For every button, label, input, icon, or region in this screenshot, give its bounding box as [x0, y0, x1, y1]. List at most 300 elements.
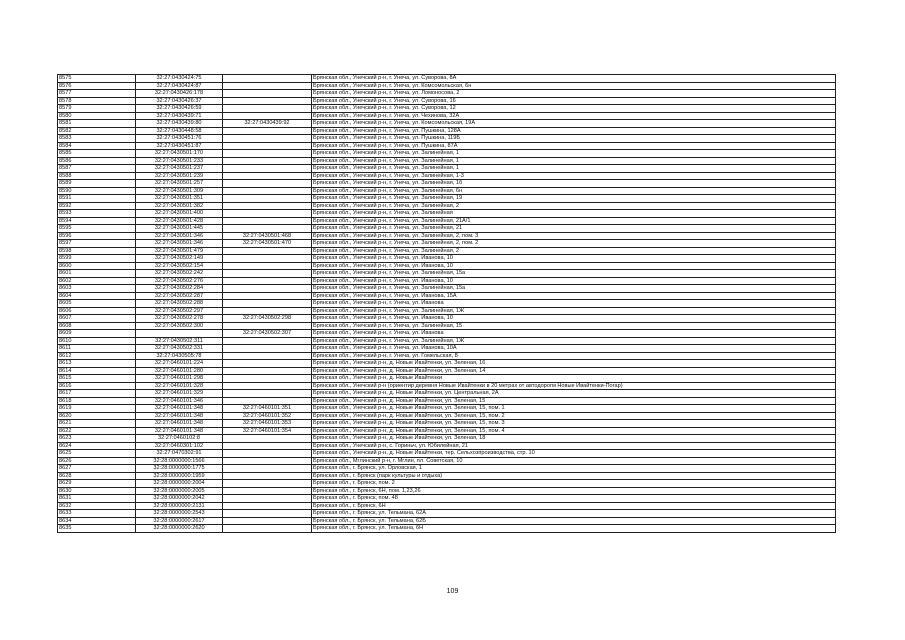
- linked-cadastral-number-cell: [223, 390, 312, 398]
- address-cell: Брянская обл., Унечский р-н, г. Унеча, ул. Иванова, 10: [312, 277, 836, 285]
- table-row: [58, 105, 836, 113]
- row-number-cell: 8616: [58, 382, 136, 390]
- address-cell: Брянская обл., г. Брянск, ул. Орловская, 1: [312, 465, 836, 473]
- cadastral-number-cell: 32:27:0430426:59: [136, 105, 223, 113]
- address-cell: Брянская обл., Унечский р-н, г. Унеча, ул. Комсомольская, 6н: [312, 82, 836, 90]
- linked-cadastral-number-cell: [223, 285, 312, 293]
- cadastral-number-cell: 32:28:0000000:2042: [136, 495, 223, 503]
- table-row: [58, 195, 836, 203]
- cadastral-number-cell: 32:27:0430502:242: [136, 270, 223, 278]
- row-number-cell: 8599: [58, 255, 136, 263]
- address-cell: Брянская обл., Унечский р-н, с. Гориньч, ул. Юбилейная, 21: [312, 442, 836, 450]
- cadastral-number-cell: 32:27:0430448:58: [136, 127, 223, 135]
- address-cell: Брянская обл., Унечский р-н, д. Новые Ивайтенки, ул. Центральная, 2А: [312, 390, 836, 398]
- linked-cadastral-number-cell: [223, 300, 312, 308]
- table-row: [58, 427, 836, 435]
- row-number-cell: 8618: [58, 397, 136, 405]
- row-number-cell: 8615: [58, 375, 136, 383]
- cadastral-number-cell: 32:27:0430502:331: [136, 345, 223, 353]
- table-row: [58, 172, 836, 180]
- table-row: [58, 187, 836, 195]
- linked-cadastral-number-cell: [223, 337, 312, 345]
- table-row: [58, 210, 836, 218]
- linked-cadastral-number-cell: [223, 375, 312, 383]
- address-cell: Брянская обл., Унечский р-н, г. Унеча, ул. Залинейная, 19: [312, 195, 836, 203]
- table-row: [58, 397, 836, 405]
- row-number-cell: 8625: [58, 450, 136, 458]
- linked-cadastral-number-cell: [223, 435, 312, 443]
- cadastral-number-cell: 32:27:0430502:276: [136, 277, 223, 285]
- row-number-cell: 8635: [58, 525, 136, 533]
- row-number-cell: 8577: [58, 90, 136, 98]
- linked-cadastral-number-cell: 32:27:0430501:468: [223, 232, 312, 240]
- row-number-cell: 8592: [58, 202, 136, 210]
- linked-cadastral-number-cell: [223, 247, 312, 255]
- table-row: [58, 247, 836, 255]
- table-row: [58, 382, 836, 390]
- address-cell: Брянская обл., Унечский р-н, г. Унеча, ул. Залинейная, 1: [312, 157, 836, 165]
- address-cell: Брянская обл., Унечский р-н, г. Унеча, ул. Пушкина, 119Б: [312, 135, 836, 143]
- table-row: [58, 322, 836, 330]
- table-row: [58, 307, 836, 315]
- cadastral-number-cell: 32:27:0430501:428: [136, 217, 223, 225]
- row-number-cell: 8622: [58, 427, 136, 435]
- table-row: [58, 270, 836, 278]
- cadastral-number-cell: 32:27:0460101:224: [136, 360, 223, 368]
- table-row: [58, 135, 836, 143]
- table-row: [58, 262, 836, 270]
- cadastral-number-cell: 32:27:0430502:149: [136, 255, 223, 263]
- address-cell: Брянская обл., Унечский р-н, г. Унеча, ул. Иванова: [312, 330, 836, 338]
- table-row: [58, 487, 836, 495]
- linked-cadastral-number-cell: [223, 142, 312, 150]
- cadastral-number-cell: 32:27:0460101:280: [136, 367, 223, 375]
- table-row: [58, 97, 836, 105]
- row-number-cell: 8633: [58, 510, 136, 518]
- table-row: [58, 375, 836, 383]
- cadastral-number-cell: 32:28:0000000:2543: [136, 510, 223, 518]
- linked-cadastral-number-cell: [223, 105, 312, 113]
- address-cell: Брянская обл., Унечский р-н, д. Новые Ивайтенки, ул. Зеленая, 15: [312, 397, 836, 405]
- row-number-cell: 8611: [58, 345, 136, 353]
- table-row: [58, 285, 836, 293]
- row-number-cell: 8594: [58, 217, 136, 225]
- table-row: [58, 150, 836, 158]
- row-number-cell: 8629: [58, 480, 136, 488]
- table-row: [58, 420, 836, 428]
- registry-table-body: [58, 75, 836, 533]
- cadastral-number-cell: 32:27:0430502:297: [136, 307, 223, 315]
- address-cell: Брянская обл., Унечский р-н, г. Унеча, ул. Пушкина, 87А: [312, 142, 836, 150]
- cadastral-number-cell: 32:27:0460301:102: [136, 442, 223, 450]
- table-row: [58, 405, 836, 413]
- table-row: [58, 480, 836, 488]
- row-number-cell: 8605: [58, 300, 136, 308]
- table-row: [58, 352, 836, 360]
- table-row: [58, 202, 836, 210]
- table-row: [58, 495, 836, 503]
- cadastral-number-cell: 32:27:0460101:298: [136, 375, 223, 383]
- table-row: [58, 465, 836, 473]
- linked-cadastral-number-cell: [223, 292, 312, 300]
- linked-cadastral-number-cell: [223, 502, 312, 510]
- cadastral-number-cell: 32:27:0430426:37: [136, 97, 223, 105]
- address-cell: Брянская обл., Унечский р-н, д. Новые Ивайтенки, ул. Зеленая, 14: [312, 367, 836, 375]
- table-row: [58, 315, 836, 323]
- registry-table: [57, 74, 836, 533]
- address-cell: Брянская обл., Унечский р-н, г. Унеча, ул. Гомельская, 8: [312, 352, 836, 360]
- address-cell: Брянская обл., Унечский р-н, г. Унеча, ул. Залинейная, 15: [312, 322, 836, 330]
- linked-cadastral-number-cell: [223, 480, 312, 488]
- table-row: [58, 127, 836, 135]
- row-number-cell: 8624: [58, 442, 136, 450]
- address-cell: Брянская обл., Унечский р-н, г. Унеча, ул. Залинейная, 15а: [312, 285, 836, 293]
- address-cell: Брянская обл., Унечский р-н, г. Унеча, ул. Пушкина, 128А: [312, 127, 836, 135]
- address-cell: Брянская обл., Мглинский р-н, г. Мглин, пл. Советская, 10: [312, 457, 836, 465]
- cadastral-number-cell: 32:27:0470302:91: [136, 450, 223, 458]
- address-cell: Брянская обл., Унечский р-н, г. Унеча, ул. Залинейная, 1Ж: [312, 307, 836, 315]
- cadastral-number-cell: 32:27:0430501:400: [136, 210, 223, 218]
- row-number-cell: 8591: [58, 195, 136, 203]
- cadastral-number-cell: 32:27:0430501:309: [136, 187, 223, 195]
- row-number-cell: 8634: [58, 517, 136, 525]
- cadastral-number-cell: 32:27:0430501:445: [136, 225, 223, 233]
- linked-cadastral-number-cell: 32:27:0430502:307: [223, 330, 312, 338]
- cadastral-number-cell: 32:27:0430501:382: [136, 202, 223, 210]
- row-number-cell: 8609: [58, 330, 136, 338]
- linked-cadastral-number-cell: [223, 157, 312, 165]
- linked-cadastral-number-cell: [223, 487, 312, 495]
- table-row: [58, 112, 836, 120]
- linked-cadastral-number-cell: [223, 345, 312, 353]
- linked-cadastral-number-cell: [223, 90, 312, 98]
- cadastral-number-cell: 32:27:0430439:71: [136, 112, 223, 120]
- row-number-cell: 8579: [58, 105, 136, 113]
- cadastral-number-cell: 32:27:0430501:233: [136, 157, 223, 165]
- linked-cadastral-number-cell: [223, 382, 312, 390]
- linked-cadastral-number-cell: [223, 457, 312, 465]
- address-cell: Брянская обл., Унечский р-н, г. Унеча, ул. Иванова, 10: [312, 262, 836, 270]
- linked-cadastral-number-cell: [223, 75, 312, 83]
- row-number-cell: 8583: [58, 135, 136, 143]
- table-row: [58, 90, 836, 98]
- linked-cadastral-number-cell: [223, 202, 312, 210]
- row-number-cell: 8623: [58, 435, 136, 443]
- address-cell: Брянская обл., Унечский р-н, г. Унеча, ул. Залинейная, 1б: [312, 180, 836, 188]
- row-number-cell: 8595: [58, 225, 136, 233]
- address-cell: Брянская обл., Унечский р-н, г. Унеча, ул. Иванова, 10А: [312, 345, 836, 353]
- cadastral-number-cell: 32:28:0000000:2620: [136, 525, 223, 533]
- cadastral-number-cell: 32:27:0430501:346: [136, 240, 223, 248]
- row-number-cell: 8632: [58, 502, 136, 510]
- address-cell: Брянская обл., Унечский р-н, г. Унеча, ул. Залинейная, 6н: [312, 187, 836, 195]
- row-number-cell: 8582: [58, 127, 136, 135]
- table-row: [58, 345, 836, 353]
- table-row: [58, 232, 836, 240]
- table-row: [58, 360, 836, 368]
- address-cell: Брянская обл., Унечский р-н, д. Новые Ивайтенки, ул. Зеленая, 15, пом. 1: [312, 405, 836, 413]
- linked-cadastral-number-cell: [223, 525, 312, 533]
- address-cell: Брянская обл., Унечский р-н, д. Новые Ивайтенки, ул. Зеленая, 15, пом. 2: [312, 412, 836, 420]
- row-number-cell: 8628: [58, 472, 136, 480]
- row-number-cell: 8596: [58, 232, 136, 240]
- cadastral-number-cell: 32:27:0460101:348: [136, 412, 223, 420]
- cadastral-number-cell: 32:28:0000000:2005: [136, 487, 223, 495]
- cadastral-number-cell: 32:27:0430501:237: [136, 165, 223, 173]
- linked-cadastral-number-cell: [223, 517, 312, 525]
- table-row: [58, 225, 836, 233]
- cadastral-number-cell: 32:27:0430502:278: [136, 315, 223, 323]
- row-number-cell: 8589: [58, 180, 136, 188]
- row-number-cell: 8602: [58, 277, 136, 285]
- linked-cadastral-number-cell: [223, 217, 312, 225]
- address-cell: Брянская обл., Унечский р-н (ориентир деревня Новые Ивайтенки в 20 метрах от автодорогм Новые Ивайтенки-Погар): [312, 382, 836, 390]
- cadastral-number-cell: 32:27:0430501:257: [136, 180, 223, 188]
- address-cell: Брянская обл., Унечский р-н, г. Унеча, ул. Ломоносова, 2: [312, 90, 836, 98]
- address-cell: Брянская обл., г. Брянск (парк культуры и отдыха): [312, 472, 836, 480]
- cadastral-number-cell: 32:27:0430501:170: [136, 150, 223, 158]
- address-cell: Брянская обл., Унечский р-н, г. Унеча, ул. Залинейная, 2, пом. 2: [312, 240, 836, 248]
- address-cell: Брянская обл., г. Брянск, ул. Тельмана, 6Н: [312, 525, 836, 533]
- cadastral-number-cell: 32:27:0430505:78: [136, 352, 223, 360]
- cadastral-number-cell: 32:27:0430451:76: [136, 135, 223, 143]
- cadastral-number-cell: 32:27:0460101:348: [136, 420, 223, 428]
- address-cell: Брянская обл., г. Брянск, 6Н: [312, 502, 836, 510]
- table-row: [58, 82, 836, 90]
- row-number-cell: 8598: [58, 247, 136, 255]
- table-row: [58, 442, 836, 450]
- cadastral-number-cell: 32:27:0430424:87: [136, 82, 223, 90]
- linked-cadastral-number-cell: 32:27:0460101:352: [223, 412, 312, 420]
- linked-cadastral-number-cell: [223, 187, 312, 195]
- address-cell: Брянская обл., Унечский р-н, д. Новые Ивайтенки, ул. Зеленая, 18: [312, 435, 836, 443]
- row-number-cell: 8597: [58, 240, 136, 248]
- linked-cadastral-number-cell: 32:27:0430502:298: [223, 315, 312, 323]
- address-cell: Брянская обл., Унечский р-н, г. Унеча, ул. Суворова, 8А: [312, 75, 836, 83]
- row-number-cell: 8584: [58, 142, 136, 150]
- address-cell: Брянская обл., Унечский р-н, г. Унеча, ул. Залинейная, 2: [312, 202, 836, 210]
- address-cell: Брянская обл., Унечский р-н, г. Унеча, ул. Иванова, 10: [312, 315, 836, 323]
- cadastral-number-cell: 32:27:0430501:351: [136, 195, 223, 203]
- table-row: [58, 510, 836, 518]
- page-number: 109: [446, 588, 459, 595]
- table-row: [58, 157, 836, 165]
- cadastral-number-cell: 32:27:0430439:80: [136, 120, 223, 128]
- row-number-cell: 8603: [58, 285, 136, 293]
- row-number-cell: 8606: [58, 307, 136, 315]
- cadastral-number-cell: 32:28:0000000:2004: [136, 480, 223, 488]
- row-number-cell: 8607: [58, 315, 136, 323]
- linked-cadastral-number-cell: 32:27:0460101:353: [223, 420, 312, 428]
- row-number-cell: 8586: [58, 157, 136, 165]
- cadastral-number-cell: 32:27:0430426:178: [136, 90, 223, 98]
- address-cell: Брянская обл., Унечский р-н, г. Унеча, ул. Залинейная, 21: [312, 225, 836, 233]
- address-cell: Брянская обл., Унечский р-н, г. Унеча, ул. Залинейная, 1-3: [312, 172, 836, 180]
- cadastral-number-cell: 32:27:0430451:87: [136, 142, 223, 150]
- table-row: [58, 450, 836, 458]
- address-cell: Брянская обл., Унечский р-н, г. Унеча, ул. Залинейная, 1: [312, 165, 836, 173]
- address-cell: Брянская обл., Унечский р-н, г. Унеча, ул. Залинейная, 1: [312, 150, 836, 158]
- row-number-cell: 8581: [58, 120, 136, 128]
- linked-cadastral-number-cell: [223, 112, 312, 120]
- table-row: [58, 75, 836, 83]
- cadastral-number-cell: 32:27:0460101:346: [136, 397, 223, 405]
- table-row: [58, 277, 836, 285]
- table-row: [58, 217, 836, 225]
- cadastral-number-cell: 32:27:0430424:75: [136, 75, 223, 83]
- linked-cadastral-number-cell: [223, 82, 312, 90]
- address-cell: Брянская обл., Унечский р-н, г. Унеча, ул. Залинейная, 1Ж: [312, 337, 836, 345]
- linked-cadastral-number-cell: [223, 397, 312, 405]
- linked-cadastral-number-cell: [223, 465, 312, 473]
- table-row: [58, 142, 836, 150]
- linked-cadastral-number-cell: [223, 367, 312, 375]
- linked-cadastral-number-cell: [223, 450, 312, 458]
- address-cell: Брянская обл., Унечский р-н, г. Унеча, ул. Иванова, 10: [312, 255, 836, 263]
- row-number-cell: 8601: [58, 270, 136, 278]
- linked-cadastral-number-cell: 32:27:0460101:351: [223, 405, 312, 413]
- linked-cadastral-number-cell: [223, 495, 312, 503]
- cadastral-number-cell: 32:27:0430502:288: [136, 300, 223, 308]
- row-number-cell: 8575: [58, 75, 136, 83]
- row-number-cell: 8578: [58, 97, 136, 105]
- linked-cadastral-number-cell: [223, 442, 312, 450]
- linked-cadastral-number-cell: [223, 97, 312, 105]
- linked-cadastral-number-cell: [223, 150, 312, 158]
- table-row: [58, 180, 836, 188]
- row-number-cell: 8620: [58, 412, 136, 420]
- cadastral-number-cell: 32:27:0460101:348: [136, 405, 223, 413]
- table-row: [58, 255, 836, 263]
- linked-cadastral-number-cell: [223, 210, 312, 218]
- linked-cadastral-number-cell: [223, 270, 312, 278]
- cadastral-number-cell: 32:27:0430502:154: [136, 262, 223, 270]
- linked-cadastral-number-cell: [223, 255, 312, 263]
- row-number-cell: 8588: [58, 172, 136, 180]
- linked-cadastral-number-cell: [223, 195, 312, 203]
- linked-cadastral-number-cell: [223, 352, 312, 360]
- address-cell: Брянская обл., Унечский р-н, г. Унеча, ул. Залинейная, 2: [312, 247, 836, 255]
- cadastral-number-cell: 32:27:0430501:239: [136, 172, 223, 180]
- address-cell: Брянская обл., Унечский р-н, д. Новые Ивайтенки, ул. Зеленая, 16: [312, 360, 836, 368]
- cadastral-number-cell: 32:28:0000000:1566: [136, 457, 223, 465]
- linked-cadastral-number-cell: 32:27:0430439:92: [223, 120, 312, 128]
- table-row: [58, 525, 836, 533]
- cadastral-number-cell: 32:27:0430501:346: [136, 232, 223, 240]
- table-row: [58, 502, 836, 510]
- table-row: [58, 337, 836, 345]
- linked-cadastral-number-cell: [223, 135, 312, 143]
- row-number-cell: 8626: [58, 457, 136, 465]
- address-cell: Брянская обл., Унечский р-н, г. Унеча, ул. Залинейная, 15а: [312, 270, 836, 278]
- address-cell: Брянская обл., Унечский р-н, д. Новые Ивайтенки: [312, 375, 836, 383]
- table-row: [58, 367, 836, 375]
- table-row: [58, 240, 836, 248]
- address-cell: Брянская обл., Унечский р-н, д. Новые Ивайтенки, тер. Сельхозпроизводства, стр. 10: [312, 450, 836, 458]
- cadastral-number-cell: 32:27:0460101:329: [136, 390, 223, 398]
- linked-cadastral-number-cell: [223, 225, 312, 233]
- linked-cadastral-number-cell: [223, 472, 312, 480]
- cadastral-number-cell: [136, 330, 223, 338]
- table-row: [58, 517, 836, 525]
- row-number-cell: 8619: [58, 405, 136, 413]
- address-cell: Брянская обл., Унечский р-н, г. Унеча, ул. Чехинова, 32А: [312, 112, 836, 120]
- row-number-cell: 8610: [58, 337, 136, 345]
- row-number-cell: 8604: [58, 292, 136, 300]
- row-number-cell: 8590: [58, 187, 136, 195]
- cadastral-number-cell: 32:28:0000000:1959: [136, 472, 223, 480]
- row-number-cell: 8608: [58, 322, 136, 330]
- table-row: [58, 435, 836, 443]
- table-row: [58, 300, 836, 308]
- linked-cadastral-number-cell: [223, 262, 312, 270]
- cadastral-number-cell: 32:27:0460101:348: [136, 427, 223, 435]
- address-cell: Брянская обл., Унечский р-н, г. Унеча, ул. Иванова, 15А: [312, 292, 836, 300]
- cadastral-number-cell: 32:27:0430502:311: [136, 337, 223, 345]
- linked-cadastral-number-cell: [223, 322, 312, 330]
- row-number-cell: 8631: [58, 495, 136, 503]
- linked-cadastral-number-cell: [223, 180, 312, 188]
- address-cell: Брянская обл., г. Брянск, 6Н, пом. 1,23,26: [312, 487, 836, 495]
- cadastral-number-cell: 32:28:0000000:2617: [136, 517, 223, 525]
- linked-cadastral-number-cell: [223, 307, 312, 315]
- cadastral-number-cell: 32:27:0430502:300: [136, 322, 223, 330]
- table-row: [58, 457, 836, 465]
- address-cell: Брянская обл., г. Брянск, пом. 48: [312, 495, 836, 503]
- linked-cadastral-number-cell: [223, 172, 312, 180]
- address-cell: Брянская обл., Унечский р-н, д. Новые Ивайтенки, ул. Зеленая, 15, пом. 3: [312, 420, 836, 428]
- row-number-cell: 8576: [58, 82, 136, 90]
- row-number-cell: 8614: [58, 367, 136, 375]
- row-number-cell: 8627: [58, 465, 136, 473]
- address-cell: Брянская обл., Унечский р-н, д. Новые Ивайтенки, ул. Зеленая, 15, пом. 4: [312, 427, 836, 435]
- table-row: [58, 472, 836, 480]
- table-row: [58, 165, 836, 173]
- row-number-cell: 8587: [58, 165, 136, 173]
- address-cell: Брянская обл., г. Брянск, пом. 2: [312, 480, 836, 488]
- linked-cadastral-number-cell: [223, 360, 312, 368]
- table-row: [58, 330, 836, 338]
- cadastral-number-cell: 32:27:0460102:8: [136, 435, 223, 443]
- cadastral-number-cell: 32:28:0000000:1775: [136, 465, 223, 473]
- row-number-cell: 8585: [58, 150, 136, 158]
- row-number-cell: 8593: [58, 210, 136, 218]
- linked-cadastral-number-cell: 32:27:0430501:470: [223, 240, 312, 248]
- cadastral-number-cell: 32:27:0460101:328: [136, 382, 223, 390]
- table-row: [58, 292, 836, 300]
- row-number-cell: 8613: [58, 360, 136, 368]
- address-cell: Брянская обл., Унечский р-н, г. Унеча, ул. Залинейная, 2, пом. 3: [312, 232, 836, 240]
- address-cell: Брянская обл., Унечский р-н, г. Унеча, ул. Иванова: [312, 300, 836, 308]
- table-row: [58, 120, 836, 128]
- cadastral-number-cell: 32:27:0430502:284: [136, 285, 223, 293]
- address-cell: Брянская обл., г. Брянск, ул. Тельмана, 62Б: [312, 517, 836, 525]
- table-row: [58, 390, 836, 398]
- row-number-cell: 8617: [58, 390, 136, 398]
- address-cell: Брянская обл., Унечский р-н, г. Унеча, ул. Суворова, 12: [312, 105, 836, 113]
- row-number-cell: 8612: [58, 352, 136, 360]
- linked-cadastral-number-cell: 32:27:0460101:354: [223, 427, 312, 435]
- linked-cadastral-number-cell: [223, 510, 312, 518]
- row-number-cell: 8630: [58, 487, 136, 495]
- linked-cadastral-number-cell: [223, 165, 312, 173]
- table-row: [58, 412, 836, 420]
- linked-cadastral-number-cell: [223, 277, 312, 285]
- cadastral-number-cell: 32:27:0430502:287: [136, 292, 223, 300]
- row-number-cell: 8621: [58, 420, 136, 428]
- linked-cadastral-number-cell: [223, 127, 312, 135]
- address-cell: Брянская обл., Унечский р-н, г. Унеча, ул. Залинейная, 21А/1: [312, 217, 836, 225]
